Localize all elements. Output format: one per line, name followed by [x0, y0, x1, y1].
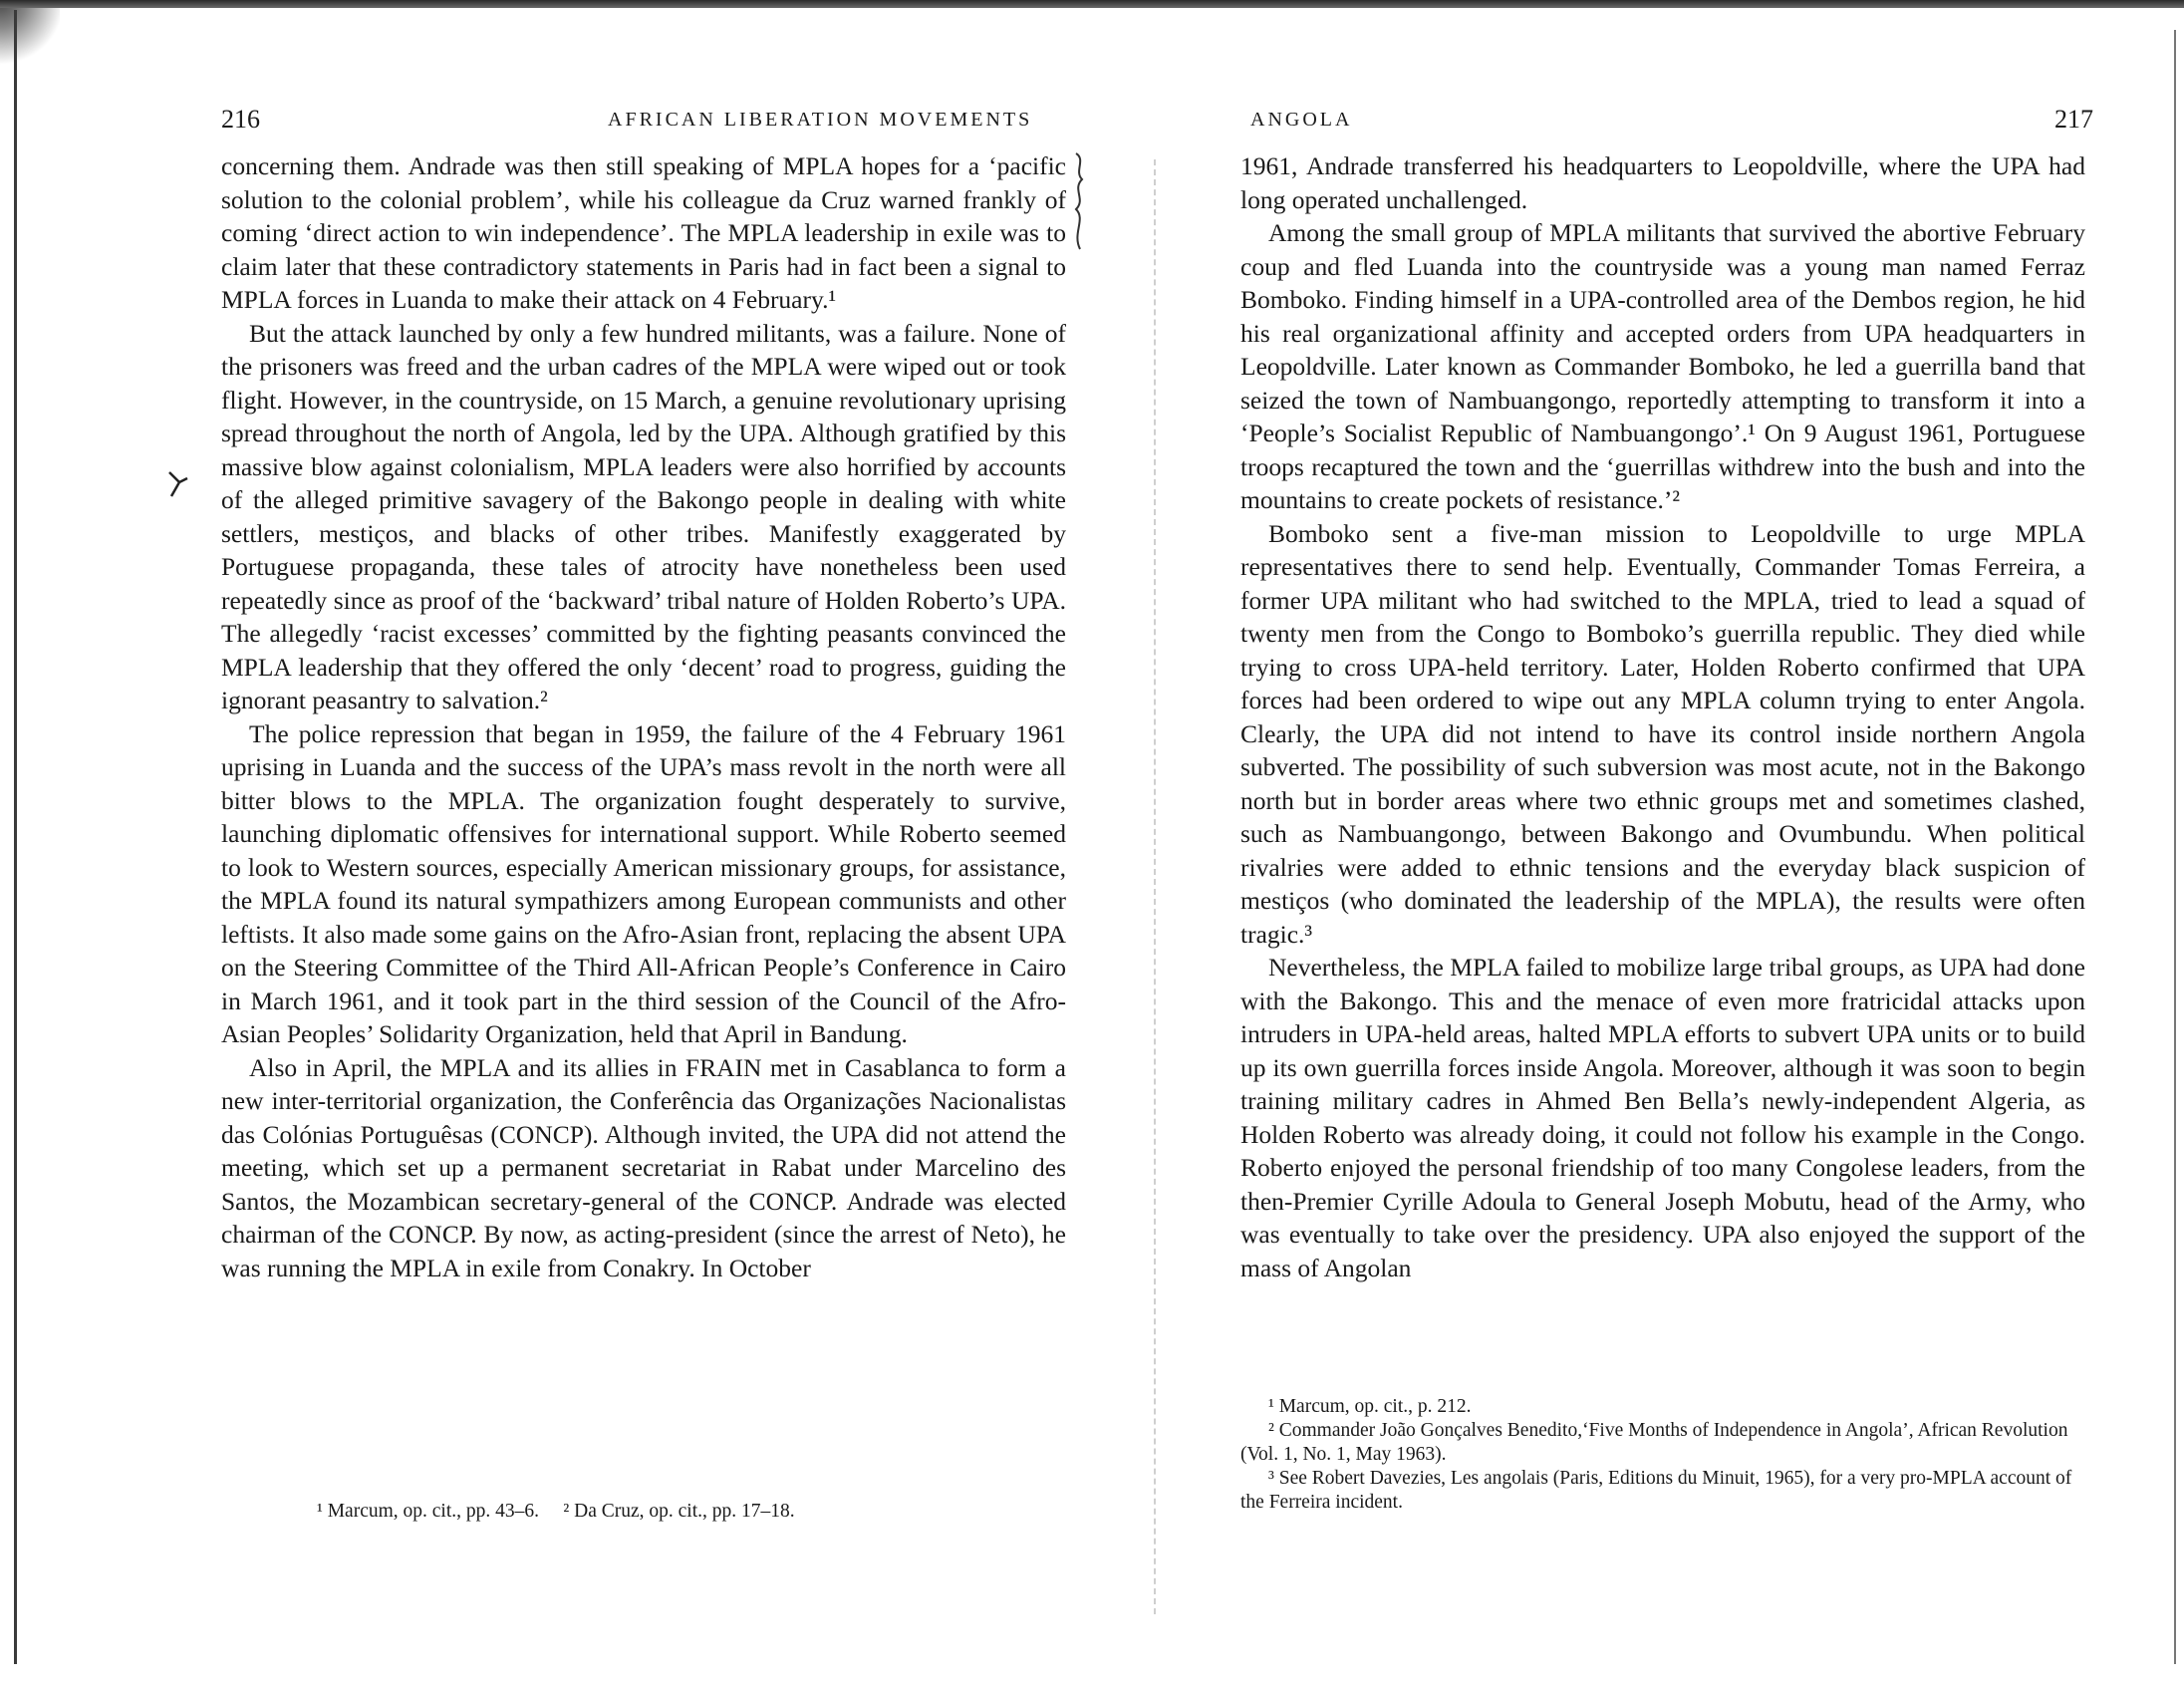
right-paragraph-4: Nevertheless, the MPLA failed to mobilize large tribal groups, as UPA had done with the Bakongo. This and the menace of even more fratricidal attacks upon intruders in UPA-held areas, halted MPLA efforts to subvert UPA units or to build up its own guerrilla forces inside Angola. Moreover, although it was soon to begin training military cadres in Ahmed Ben Bella’s newly-independent Algeria, as Holden Roberto was already doing, it could not follow his example in the Congo. Roberto enjoyed the personal friendship of too many Congolese leaders, from the then-Premier Cyrille Adoula to General Joseph Mobutu, head of the Army, who was eventually to take over the presidency. UPA also enjoyed the support of the mass of Angolan: [1240, 953, 2085, 1282]
scan-left-edge: [14, 10, 17, 1664]
left-running-head: AFRICAN LIBERATION MOVEMENTS: [608, 109, 1033, 131]
right-paragraph-1: 1961, Andrade transferred his headquarters to Leopoldville, where the UPA had long operated unchallenged.: [1240, 151, 2085, 214]
book-gutter: [1154, 159, 1157, 1614]
left-footnotes: [317, 1500, 1054, 1524]
margin-brace-mark: [1068, 149, 1098, 259]
left-page-body: [221, 149, 1066, 1284]
scan-corner-shadow: [0, 0, 60, 70]
left-paragraph-4: Also in April, the MPLA and its allies in FRAIN met in Casablanca to form a new inter-territorial organization, the Conferência das Organizações Nacionalistas das Colónias Portuguêsas (CONCP). Although invited, the UPA did not attend the meeting, which set up a permanent secretariat in Rabat under Marcelino des Santos, the Mozambican secretary-general of the CONCP. Andrade was elected chairman of the CONCP. By now, as acting-president (since the arrest of Neto), he was running the MPLA in exile from Conakry. In October: [221, 1052, 1066, 1282]
left-page-number: 216: [221, 105, 260, 134]
right-page-header: [1240, 105, 2093, 141]
right-footnotes: [1240, 1395, 2077, 1515]
right-running-head: ANGOLA: [1250, 109, 1353, 131]
right-footnote-2: ² Commander João Gonçalves Benedito,‘Five Months of Independence in Angola’, African Revolution (Vol. 1, No. 1, May 1963).: [1240, 1420, 2068, 1465]
left-paragraph-1: concerning them. Andrade was then still speaking of MPLA hopes for a ‘pacific solution to the colonial problem’, while his colleague da Cruz warned frankly of coming ‘direct action to win independence’. The MPLA leadership in exile was to claim later that these contradictory statements in Paris had in fact been a signal to MPLA forces in Luanda to make their attack on 4 February.¹: [221, 151, 1066, 314]
right-footnote-3: ³ See Robert Davezies, Les angolais (Paris, Editions du Minuit, 1965), for a very pro-MPLA account of the Ferreira incident.: [1240, 1468, 2072, 1513]
margin-check-mark: [165, 468, 191, 500]
right-footnote-1: ¹ Marcum, op. cit., p. 212.: [1268, 1396, 1472, 1417]
scan-top-edge: [0, 0, 2184, 8]
left-page-header: [221, 105, 1066, 141]
left-paragraph-2: But the attack launched by only a few hundred militants, was a failure. None of the prisoners was freed and the urban cadres of the MPLA were wiped out or took flight. However, in the countryside, on 15 March, a genuine revolutionary uprising spread throughout the north of Angola, led by the UPA. Although gratified by this massive blow against colonialism, MPLA leaders were also horrified by accounts of the alleged primitive savagery of the Bakongo people in dealing with white settlers, mestiços, and blacks of other tribes. Manifestly exaggerated by Portuguese propaganda, these tales of atrocity have nonetheless been used repeatedly since as proof of the ‘backward’ tribal nature of Holden Roberto’s UPA. The allegedly ‘racist excesses’ committed by the fighting peasants convinced the MPLA leadership that they offered the only ‘decent’ road to progress, guiding the ignorant peasantry to salvation.²: [221, 318, 1066, 714]
right-paragraph-2: Among the small group of MPLA militants that survived the abortive February coup and fled Luanda into the countryside was a young man named Ferraz Bomboko. Finding himself in a UPA-controlled area of the Dembos region, he hid his real organizational affinity and accepted orders from UPA headquarters in Leopoldville. Later known as Commander Bomboko, he led a guerrilla band that seized the town of Nambuangongo, reportedly attempting to transform it into a ‘People’s Socialist Republic of Nambuangongo’.¹ On 9 August 1961, Portuguese troops recaptured the town and the ‘guerrillas withdrew into the bush and into the mountains to create pockets of resistance.’²: [1240, 218, 2085, 514]
scan-right-edge: [2174, 30, 2176, 1664]
right-page-number: 217: [2054, 105, 2093, 134]
left-paragraph-3: The police repression that began in 1959, the failure of the 4 February 1961 uprising in Luanda and the success of the UPA’s mass revolt in the north were all bitter blows to the MPLA. The organization fought desperately to survive, launching diplomatic offensives for international support. While Roberto seemed to look to Western sources, especially American missionary groups, for assistance, the MPLA found its natural sympathizers among European communists and other leftists. It also made some gains on the Afro-Asian front, replacing the absent UPA on the Steering Committee of the Third All-African People’s Conference in Cairo in March 1961, and it took part in the third session of the Council of the Afro-Asian Peoples’ Solidarity Organization, held that April in Bandung.: [221, 718, 1066, 1048]
left-footnote-line: ¹ Marcum, op. cit., pp. 43–6. ² Da Cruz, op. cit., pp. 17–18.: [317, 1501, 795, 1522]
right-paragraph-3: Bomboko sent a five-man mission to Leopoldville to urge MPLA representatives there to send help. Eventually, Commander Tomas Ferreira, a former UPA militant who had switched to the MPLA, tried to lead a squad of twenty men from the Congo to Bomboko’s guerrilla republic. They died while trying to cross UPA-held territory. Later, Holden Roberto confirmed that UPA forces had been ordered to wipe out any MPLA column trying to enter Angola. Clearly, the UPA did not intend to have its control inside northern Angola subverted. The possibility of such subversion was most acute, not in the Bakongo north but in border areas where two ethnic groups met and sometimes clashed, such as Nambuangongo, between Bakongo and Ovumbundu. When political rivalries were added to ethnic tensions and the everyday black suspicion of mestiços (who dominated the leadership of the MPLA), the results were often tragic.³: [1240, 518, 2085, 949]
right-page-body: [1240, 149, 2085, 1284]
